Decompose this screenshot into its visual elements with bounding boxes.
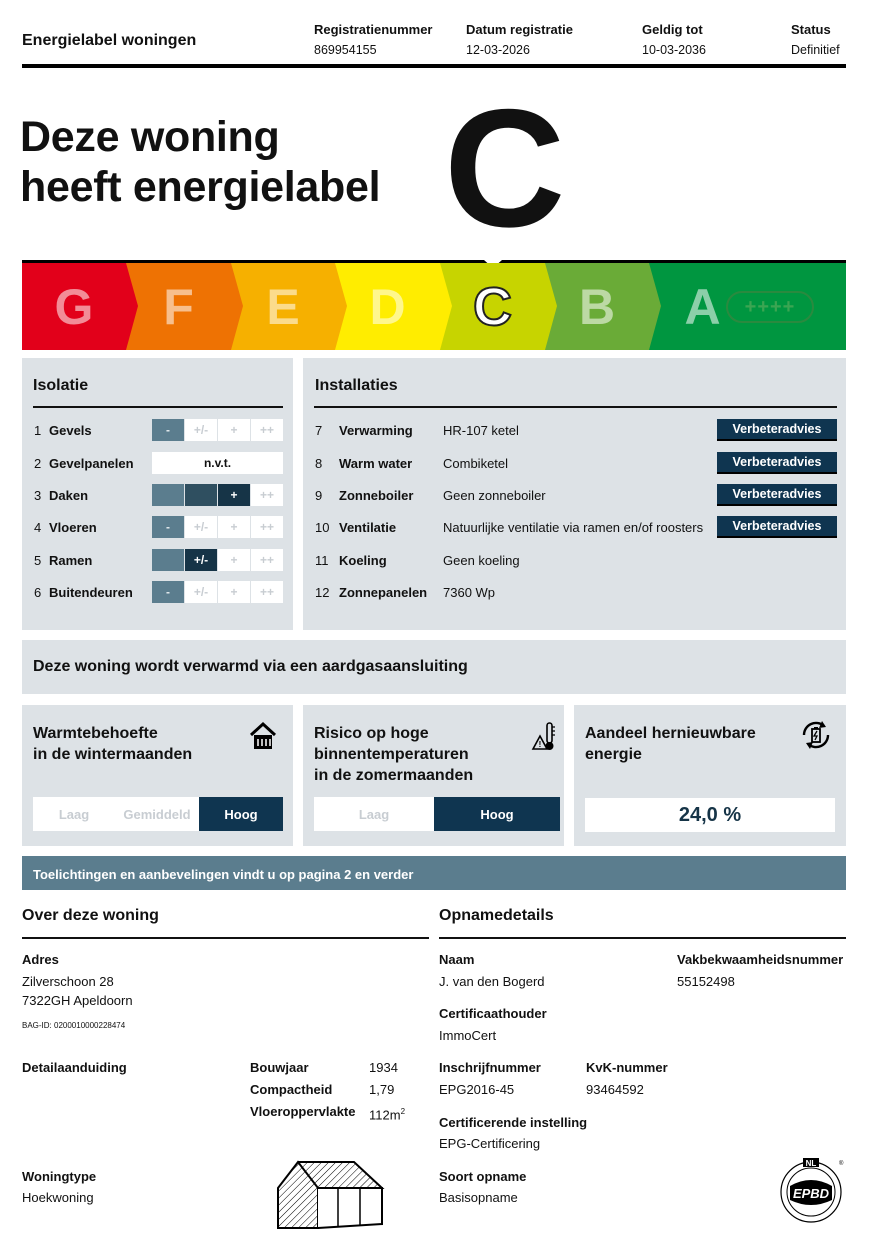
hero-title-line1: Deze woning <box>20 113 280 161</box>
isolatie-rating-cell: ++ <box>251 419 283 441</box>
hero-title <box>20 112 380 212</box>
energy-class-e <box>231 263 335 350</box>
isolatie-rating-cell: +/- <box>185 549 217 571</box>
installatie-row-number: 8 <box>315 455 323 471</box>
naam-value: J. van den Bogerd <box>439 974 545 989</box>
installatie-row-value: Geen zonneboiler <box>443 487 546 503</box>
isolatie-row-name: Gevels <box>49 422 92 438</box>
installatie-row-value: 7360 Wp <box>443 584 496 600</box>
installatie-row-value: Natuurlijke ventilatie via ramen en/of roosters <box>443 519 704 535</box>
registration-date <box>466 22 573 57</box>
status-value: Definitief <box>791 43 840 57</box>
risico-scale <box>314 797 560 831</box>
isolatie-rating-cell: + <box>218 549 250 571</box>
warmtebehoefte-option-laag: Laag <box>33 797 115 831</box>
page-header <box>22 20 846 68</box>
registration-number-label: Registratienummer <box>314 22 433 37</box>
energy-class-letter: A <box>684 278 721 335</box>
installatie-row-value: HR-107 ketel <box>443 422 519 438</box>
risico-title-line3: in de zomermaanden <box>314 767 474 784</box>
warmtebehoefte-scale <box>33 797 283 831</box>
energy-class-letter: D <box>369 278 406 335</box>
naam-label: Naam <box>439 952 475 967</box>
energy-class-letter: E <box>266 278 300 335</box>
svg-text:NL: NL <box>805 1159 817 1168</box>
risico-title <box>314 723 473 786</box>
risico-option-laag: Laag <box>314 797 434 831</box>
woningtype-label: Woningtype <box>22 1169 97 1184</box>
energy-class-f <box>126 263 231 350</box>
bouwjaar-value: 1934 <box>369 1060 398 1075</box>
verbeteradvies-button[interactable]: Verbeteradvies <box>717 484 837 506</box>
isolatie-row-name: Ramen <box>49 552 93 568</box>
installatie-row <box>315 549 837 571</box>
valid-until <box>642 22 706 57</box>
installatie-row-name: Koeling <box>339 552 387 568</box>
isolatie-row-name: Gevelpanelen <box>49 455 134 471</box>
warmtebehoefte-title <box>33 723 192 765</box>
hernieuwbaar-title-line1: Aandeel hernieuwbare <box>585 725 756 742</box>
vakbekwaamheid-value: 55152498 <box>677 974 735 989</box>
installatie-row-number: 9 <box>315 487 323 503</box>
installatie-row-name: Zonnepanelen <box>339 584 428 600</box>
isolatie-row-name: Daken <box>49 487 89 503</box>
about-home-title: Over deze woning <box>22 907 159 924</box>
isolatie-nvt: n.v.t. <box>152 452 283 474</box>
svg-text:®: ® <box>839 1161 844 1167</box>
isolatie-row-name: Vloeren <box>49 519 97 535</box>
class-arrow-icon <box>231 263 243 350</box>
energy-label-letter: C <box>444 74 562 262</box>
heating-source-banner: Deze woning wordt verwarmd via een aardgasaansluiting <box>22 640 846 694</box>
isolatie-rating-cell: + <box>218 484 250 506</box>
document-title: Energielabel woningen <box>22 32 197 49</box>
isolatie-rating-cell: ++ <box>251 484 283 506</box>
energy-class-letter: G <box>54 278 94 335</box>
installaties-panel <box>303 358 846 630</box>
verbeteradvies-button[interactable]: Verbeteradvies <box>717 419 837 441</box>
registration-number-value: 869954155 <box>314 43 377 57</box>
isolatie-rating-cell: +/- <box>185 581 217 603</box>
instelling-label: Certificerende instelling <box>439 1115 588 1130</box>
renewable-cycle-icon <box>798 717 834 758</box>
risico-title-line2: binnentemperaturen <box>314 746 469 763</box>
inschrijfnummer-label: Inschrijfnummer <box>439 1060 541 1075</box>
vloeroppervlakte-value <box>369 1102 405 1125</box>
isolatie-rating-cell <box>152 549 184 571</box>
warmtebehoefte-panel <box>22 705 293 846</box>
class-arrow-icon <box>649 263 661 350</box>
installatie-row-name: Warm water <box>339 455 413 471</box>
isolatie-rating <box>152 484 284 506</box>
isolatie-row-number: 2 <box>34 455 42 471</box>
about-home-divider <box>22 937 429 939</box>
risico-option-hoog: Hoog <box>434 797 560 831</box>
isolatie-title: Isolatie <box>33 377 89 394</box>
isolatie-row <box>34 419 284 441</box>
isolatie-rating-cell: + <box>218 581 250 603</box>
installatie-row <box>315 419 837 441</box>
registration-date-label: Datum registratie <box>466 22 573 37</box>
installatie-row-name: Zonneboiler <box>339 487 414 503</box>
isolatie-rating-cell: +/- <box>185 516 217 538</box>
woningtype-value: Hoekwoning <box>22 1190 94 1205</box>
risico-panel <box>303 705 564 846</box>
class-arrow-icon <box>335 263 347 350</box>
installaties-divider <box>314 406 837 408</box>
verbeteradvies-button[interactable]: Verbeteradvies <box>717 452 837 474</box>
class-arrow-icon <box>440 263 452 350</box>
isolatie-row <box>34 549 284 571</box>
isolatie-rating-cell: ++ <box>251 516 283 538</box>
svg-text:EPBD: EPBD <box>792 1186 830 1201</box>
isolatie-rating-cell: - <box>152 516 184 538</box>
isolatie-row <box>34 516 284 538</box>
isolatie-divider <box>33 406 283 408</box>
energy-class-g <box>22 263 126 350</box>
bouwjaar-label: Bouwjaar <box>250 1060 309 1075</box>
isolatie-rating <box>152 419 284 441</box>
installatie-row <box>315 484 837 506</box>
isolatie-row-number: 5 <box>34 552 42 568</box>
installatie-row <box>315 452 837 474</box>
isolatie-rating-cell: +/- <box>185 419 217 441</box>
isolatie-row-name: Buitendeuren <box>49 584 133 600</box>
vakbekwaamheid-label: Vakbekwaamheidsnummer <box>677 952 844 967</box>
warmtebehoefte-title-line1: Warmtebehoefte <box>33 725 158 742</box>
thermometer-warning-icon <box>531 721 557 758</box>
hernieuwbaar-title <box>585 723 756 765</box>
address-label: Adres <box>22 952 59 967</box>
warmtebehoefte-option-hoog: Hoog <box>199 797 283 831</box>
registration-number <box>314 22 432 57</box>
isolatie-panel <box>22 358 293 630</box>
status <box>791 22 840 57</box>
svg-text:!: ! <box>538 740 542 749</box>
valid-until-value: 10-03-2036 <box>642 43 706 57</box>
inspection-details-divider <box>439 937 846 939</box>
isolatie-row <box>34 484 284 506</box>
hero-title-line2: heeft energielabel <box>20 163 381 211</box>
energy-class-c <box>440 263 545 350</box>
isolatie-row-number: 3 <box>34 487 42 503</box>
installaties-title: Installaties <box>315 377 398 394</box>
isolatie-row-number: 1 <box>34 422 42 438</box>
address-postcode: 7322GH Apeldoorn <box>22 993 133 1008</box>
energy-class-letter: C <box>473 276 512 337</box>
installatie-row-number: 11 <box>315 552 329 568</box>
installatie-row-value: Geen koeling <box>443 552 520 568</box>
energy-class-d <box>335 263 440 350</box>
compactheid-label: Compactheid <box>250 1082 333 1097</box>
hernieuwbaar-panel <box>574 705 846 846</box>
vloeroppervlakte-number: 112m <box>369 1107 401 1123</box>
plus-rating-pill: ++++ <box>726 291 814 323</box>
verbeteradvies-button[interactable]: Verbeteradvies <box>717 516 837 538</box>
risico-title-line1: Risico op hoge <box>314 725 429 742</box>
isolatie-rating-cell <box>185 484 217 506</box>
isolatie-row-number: 6 <box>34 584 42 600</box>
isolatie-rating <box>152 581 284 603</box>
installatie-row-number: 7 <box>315 422 323 438</box>
renewable-share-value: 24,0 % <box>585 798 835 832</box>
energy-class-b <box>545 263 649 350</box>
isolatie-rating-cell: ++ <box>251 549 283 571</box>
installatie-row <box>315 516 837 538</box>
warmtebehoefte-option-gemiddeld: Gemiddeld <box>115 797 199 831</box>
kvk-label: KvK-nummer <box>586 1060 668 1075</box>
installatie-row-number: 12 <box>315 584 330 600</box>
isolatie-rating-cell: - <box>152 581 184 603</box>
kvk-value: 93464592 <box>586 1082 644 1097</box>
vloeroppervlakte-unit-sup: 2 <box>400 1107 406 1116</box>
isolatie-rating-cell: + <box>218 419 250 441</box>
energy-class-letter: B <box>578 278 616 335</box>
registration-date-value: 12-03-2026 <box>466 43 530 57</box>
installatie-row-value: Combiketel <box>443 455 509 471</box>
isolatie-rating-cell: ++ <box>251 581 283 603</box>
corner-house-icon <box>276 1158 388 1235</box>
installatie-row <box>315 581 837 603</box>
vloeroppervlakte-label: Vloeroppervlakte <box>250 1104 356 1119</box>
installatie-row-number: 10 <box>315 519 330 535</box>
certificaathouder-value: ImmoCert <box>439 1028 497 1043</box>
isolatie-row <box>34 581 284 603</box>
explanation-notice: Toelichtingen en aanbevelingen vindt u op pagina 2 en verder <box>22 856 846 890</box>
address-street: Zilverschoon 28 <box>22 974 114 989</box>
installatie-row-name: Verwarming <box>339 422 413 438</box>
compactheid-value: 1,79 <box>369 1082 395 1097</box>
isolatie-rating <box>152 549 284 571</box>
class-arrow-icon <box>126 263 138 350</box>
valid-until-label: Geldig tot <box>642 22 703 37</box>
energy-class-letter: F <box>163 278 194 335</box>
soort-opname-label: Soort opname <box>439 1169 527 1184</box>
isolatie-rating-cell: + <box>218 516 250 538</box>
soort-opname-value: Basisopname <box>439 1190 518 1205</box>
energy-class-a <box>649 263 846 350</box>
bag-id: BAG-ID: 0200010000228474 <box>22 1021 126 1030</box>
house-heat-icon <box>248 721 278 756</box>
warmtebehoefte-title-line2: in de wintermaanden <box>33 746 193 763</box>
certificaathouder-label: Certificaathouder <box>439 1006 547 1021</box>
isolatie-row-number: 4 <box>34 519 42 535</box>
isolatie-rating-cell: - <box>152 419 184 441</box>
detail-label: Detailaanduiding <box>22 1060 127 1075</box>
status-label: Status <box>791 22 831 37</box>
class-arrow-icon <box>545 263 557 350</box>
isolatie-rating <box>152 516 284 538</box>
inschrijfnummer-value: EPG2016-45 <box>439 1082 515 1097</box>
installatie-row-name: Ventilatie <box>339 519 397 535</box>
isolatie-rating <box>152 452 284 474</box>
isolatie-rating-cell <box>152 484 184 506</box>
instelling-value: EPG-Certificering <box>439 1136 541 1151</box>
energy-label-scale <box>22 260 846 350</box>
inspection-details-title: Opnamedetails <box>439 907 554 924</box>
isolatie-row <box>34 452 284 474</box>
hernieuwbaar-title-line2: energie <box>585 746 642 763</box>
epbd-logo-icon <box>776 1156 846 1231</box>
